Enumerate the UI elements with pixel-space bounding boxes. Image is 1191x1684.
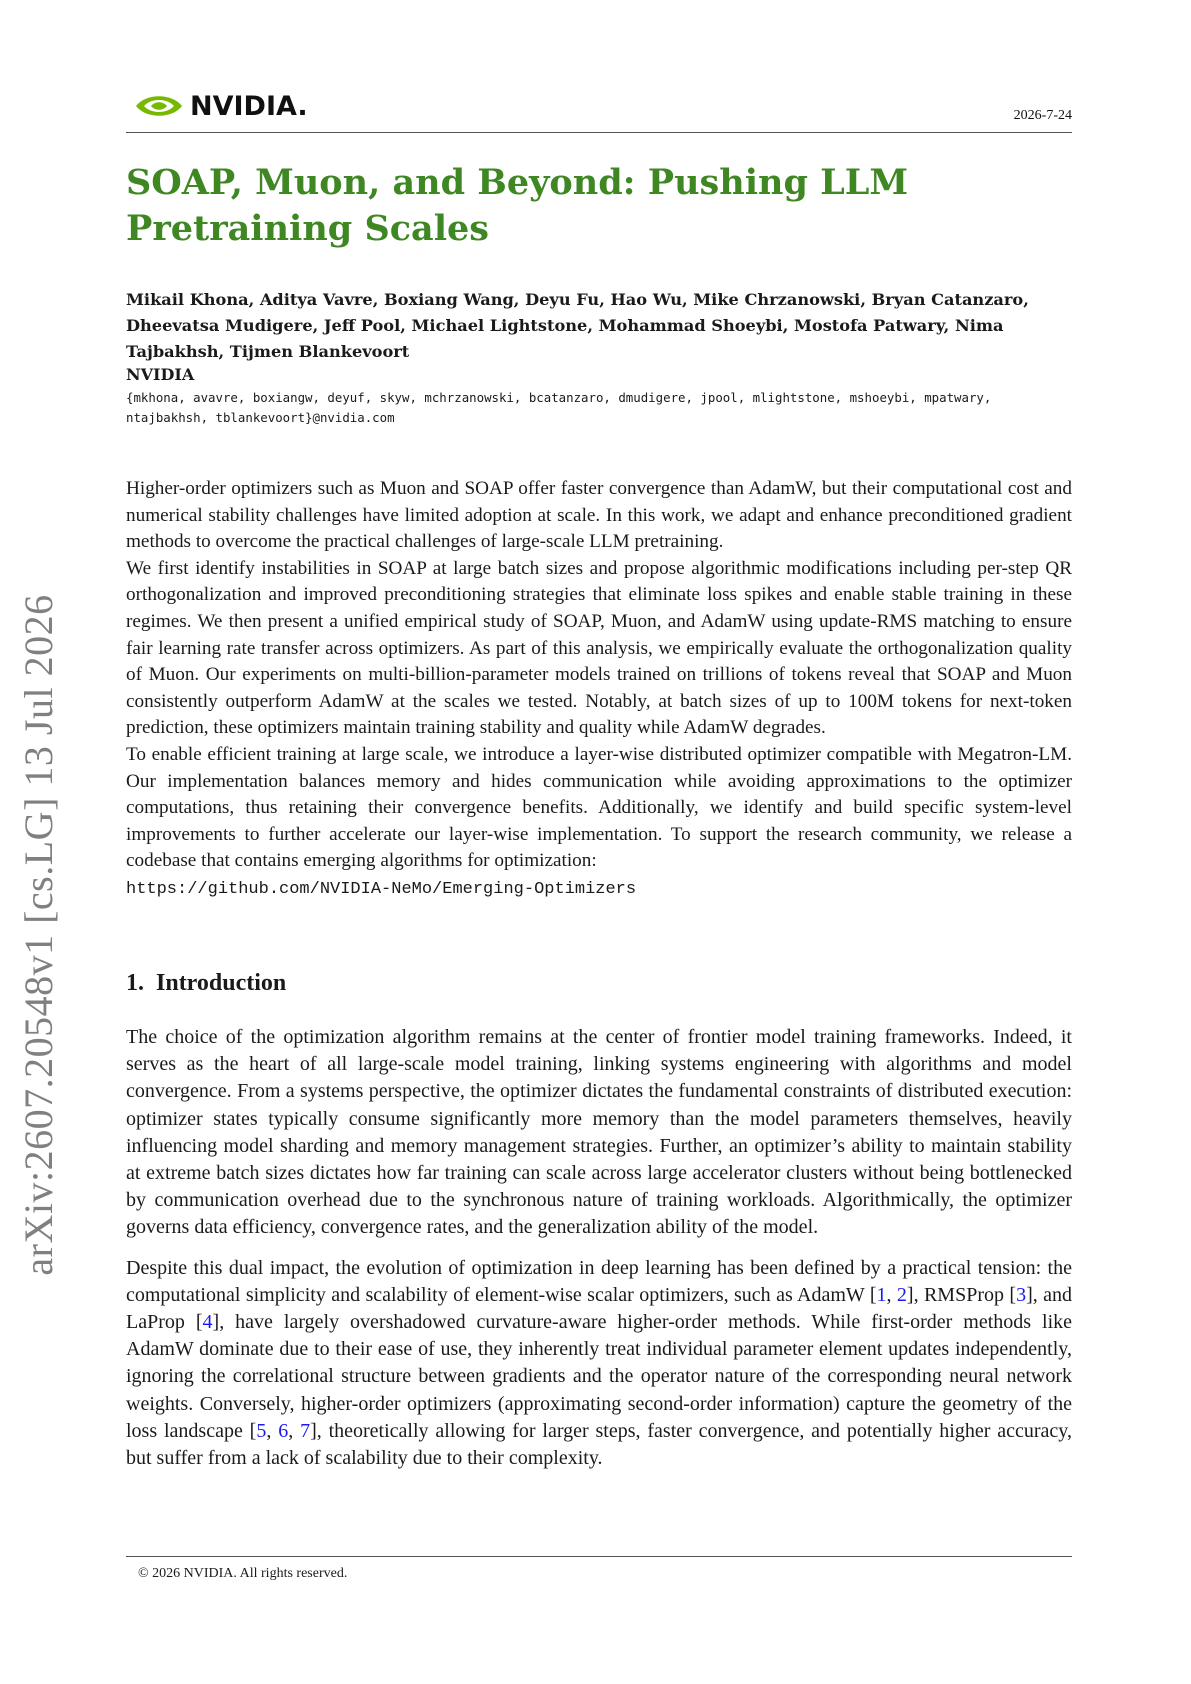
header-date: 2026-7-24 bbox=[1013, 108, 1072, 123]
citation-link[interactable]: 2 bbox=[896, 1283, 907, 1306]
nvidia-eye-icon bbox=[134, 91, 184, 121]
citation-link[interactable]: 7 bbox=[300, 1419, 311, 1442]
citation-link[interactable]: 5 bbox=[256, 1419, 267, 1442]
copyright-footer: © 2026 NVIDIA. All rights reserved. bbox=[138, 1566, 348, 1581]
citation-link[interactable]: 6 bbox=[278, 1419, 289, 1442]
author-list: Mikail Khona, Aditya Vavre, Boxiang Wang, Deyu Fu, Hao Wu, Mike Chrzanowski, Bryan Catanzaro, Dheevatsa Mudigere, Jeff Pool, Michael Lightstone, Mohammad Shoeybi, Mostofa Patwary, Nima Tajbakhsh, Tijmen Blankevoort bbox=[126, 290, 1029, 361]
section-heading bbox=[126, 970, 286, 997]
nvidia-wordmark: NVIDIA. bbox=[190, 90, 308, 122]
introduction-body bbox=[126, 1024, 1072, 1485]
intro-paragraph: The choice of the optimization algorithm remains at the center of frontier model training frameworks. Indeed, it serves as the heart of all large-scale model training, linking systems engineering with algorithms and model convergence. From a systems perspective, the optimizer dictates the fundamental constraints of distributed execution: optimizer states typically consume significantly more memory than the model parameters themselves, heavily influencing model sharding and memory management strategies. Further, an optimizer’s ability to maintain stability at extreme batch sizes dictates how far training can scale across large accelerator clusters without being bottlenecked by communication overhead due to the synchronous nature of training workloads. Algorithmically, the optimizer governs data efficiency, convergence rates, and the generalization ability of the model. bbox=[126, 1026, 1072, 1239]
abstract-paragraph: Higher-order optimizers such as Muon and SOAP offer faster convergence than AdamW, but their computational cost and numerical stability challenges have limited adoption at scale. In this work, we adapt and enhance preconditioned gradient methods to overcome the practical challenges of large-scale LLM pretraining. bbox=[126, 478, 1072, 553]
intro-paragraph: Despite this dual impact, the evolution of optimization in deep learning has been defined by a practical tension: the computational simplicity and scalability of element-wise scalar optimizers, such as AdamW [1, 2], RMSProp [3], and LaProp [4], have largely overshadowed curvature-aware higher-order methods. While first-order methods like AdamW dominate due to their ease of use, they inherently treat individual parameter element updates independently, ignoring the correlational structure between gradients and the operator nature of the corresponding neural network weights. Conversely, higher-order optimizers (approximating second-order information) capture the geometry of the loss landscape [5, 6, 7], theoretically allowing for larger steps, faster convergence, and potentially higher accuracy, but suffer from a lack of scalability due to their complexity. bbox=[126, 1256, 1073, 1470]
abstract bbox=[126, 476, 1072, 904]
citation-link[interactable]: 4 bbox=[202, 1311, 213, 1334]
citation-link[interactable]: 1 bbox=[876, 1283, 887, 1306]
citation-link[interactable]: 3 bbox=[1016, 1283, 1027, 1306]
section-title: Introduction bbox=[156, 970, 287, 996]
author-emails: {mkhona, avavre, boxiangw, deyuf, skyw, mchrzanowski, bcatanzaro, dmudigere, jpool, mlightstone, mshoeybi, mpatwary, ntajbakhsh, tblankevoort}@nvidia.com bbox=[126, 390, 992, 425]
abstract-paragraph: We first identify instabilities in SOAP at large batch sizes and propose algorithmic modifications including per-step QR orthogonalization and improved preconditioning strategies that eliminate loss spikes and enable stable training in these regimes. We then present a unified empirical study of SOAP, Muon, and AdamW using update-RMS matching to ensure fair learning rate transfer across optimizers. As part of this analysis, we empirically evaluate the orthogonalization quality of Muon. Our experiments on multi-billion-parameter models trained on trillions of tokens reveal that SOAP and Muon consistently outperform AdamW at the scales we tested. Notably, at batch sizes of up to 100M tokens for next-token prediction, these optimizers maintain training stability and quality while AdamW degrades. bbox=[126, 557, 1072, 739]
codebase-link[interactable]: https://github.com/NVIDIA-NeMo/Emerging-Optimizers bbox=[126, 879, 637, 899]
arxiv-identifier: arXiv:2607.20548v1 [cs.LG] 13 Jul 2026 bbox=[16, 594, 61, 1276]
footer-divider bbox=[126, 1556, 1072, 1557]
section-number: 1. bbox=[126, 970, 144, 996]
paper-title: SOAP, Muon, and Beyond: Pushing LLM Pretraining Scales bbox=[126, 162, 909, 249]
abstract-paragraph: To enable efficient training at large scale, we introduce a layer-wise distributed optimizer compatible with Megatron-LM. Our implementation balances memory and hides communication while avoiding approximations to the optimizer computations, thus retaining their convergence benefits. Additionally, we identify and build specific system-level improvements to further accelerate our layer-wise implementation. To support the research community, we release a codebase that contains emerging algorithms for optimization: bbox=[126, 743, 1072, 872]
affiliation: NVIDIA bbox=[126, 365, 195, 384]
page-header bbox=[126, 82, 1072, 133]
nvidia-logo bbox=[134, 86, 308, 126]
